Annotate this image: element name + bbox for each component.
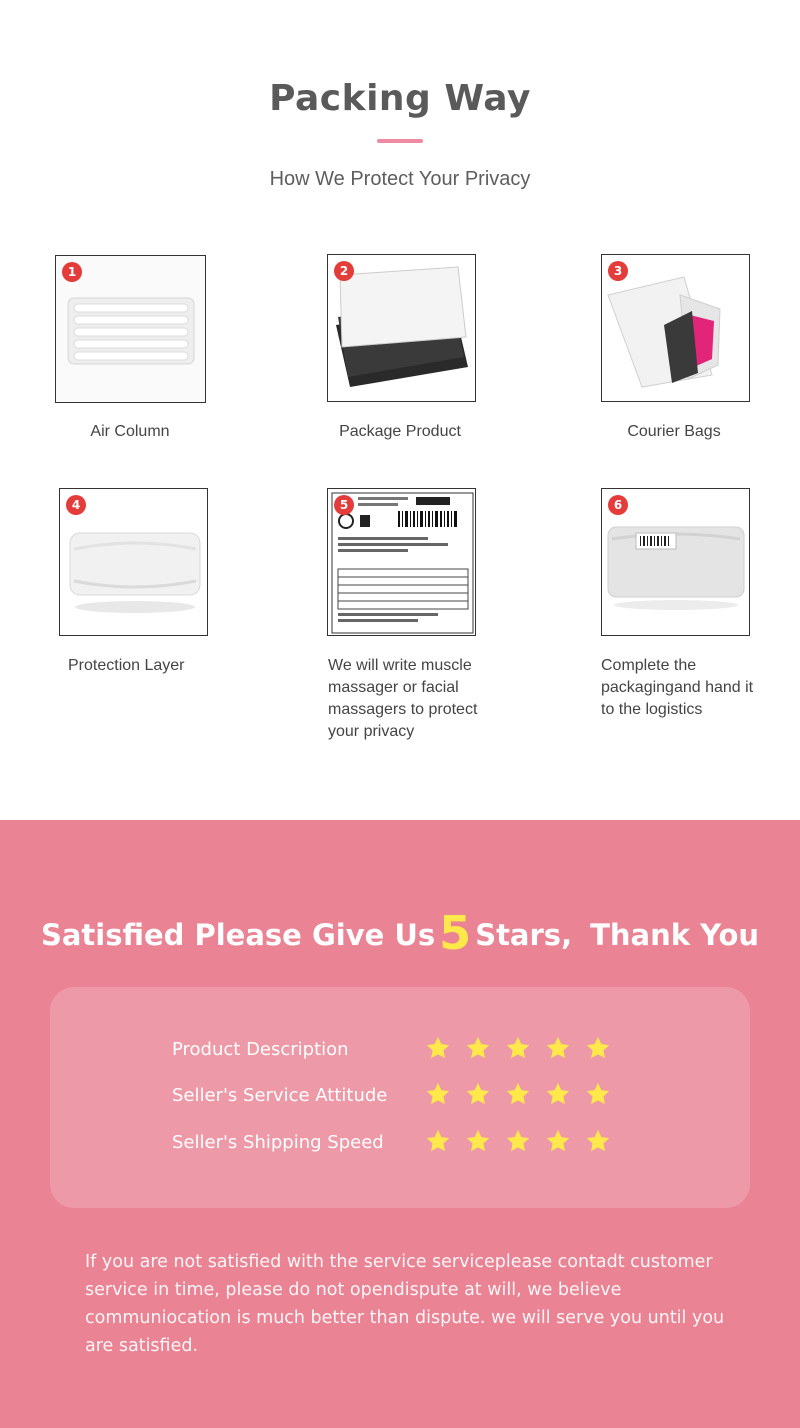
step-badge-icon: 3 [608,261,628,281]
step-badge-icon: 5 [334,495,354,515]
star-icon [545,1128,571,1154]
step-image-courier-bags [601,254,750,402]
star-icon [425,1128,451,1154]
step-caption: Package Product [339,423,461,440]
rating-headline [0,906,800,960]
star-group [425,1128,625,1159]
step-badge-icon: 2 [334,261,354,281]
step-badge-icon: 4 [66,495,86,515]
star-group [425,1035,625,1066]
step-caption: Protection Layer [68,657,185,674]
star-icon [505,1128,531,1154]
headline-five: 5 [439,906,472,960]
step-image-complete-package [601,488,750,636]
step-caption: We will write muscle massager or facial massagers to protect your privacy [328,657,478,740]
rating-row-product-description [172,1035,652,1065]
star-icon [465,1128,491,1154]
star-icon [505,1035,531,1061]
star-icon [545,1035,571,1061]
step-caption: Courier Bags [627,423,721,440]
step-image-shipping-label [327,488,476,636]
rating-label: Seller's Service Attitude [172,1085,388,1106]
star-icon [545,1081,571,1107]
page-title: Packing Way [269,78,531,119]
step-caption: Complete the packagingand hand it to the logistics [601,657,754,718]
star-icon [465,1035,491,1061]
page-subtitle: How We Protect Your Privacy [269,168,531,190]
star-icon [585,1128,611,1154]
headline-text: Satisfied Please Give Us [40,918,436,952]
rating-section [0,820,800,1428]
headline-thanks: Thank You [590,918,760,952]
step-image-protection-layer [59,488,208,636]
star-icon [585,1035,611,1061]
star-icon [425,1081,451,1107]
step-caption: Air Column [90,423,170,440]
star-icon [505,1081,531,1107]
rating-label: Product Description [172,1039,349,1060]
title-divider [377,139,423,143]
star-icon [425,1035,451,1061]
satisfaction-note: If you are not satisfied with the service serviceplease contadt customer service in time, please do not opendispute at will, we believe communiocation is much better than dispute. we will serve you until you are satisfied. [85,1252,725,1356]
rating-row-service-attitude [172,1081,652,1111]
rating-row-shipping-speed [172,1128,652,1158]
star-icon [465,1081,491,1107]
star-group [425,1081,625,1112]
rating-label: Seller's Shipping Speed [172,1132,384,1153]
headline-stars-text: Stars, [475,918,573,952]
step-image-air-column [55,255,206,403]
star-icon [585,1081,611,1107]
step-badge-icon: 6 [608,495,628,515]
step-image-package-product [327,254,476,402]
step-badge-icon: 1 [62,262,82,282]
rating-panel [50,987,750,1208]
